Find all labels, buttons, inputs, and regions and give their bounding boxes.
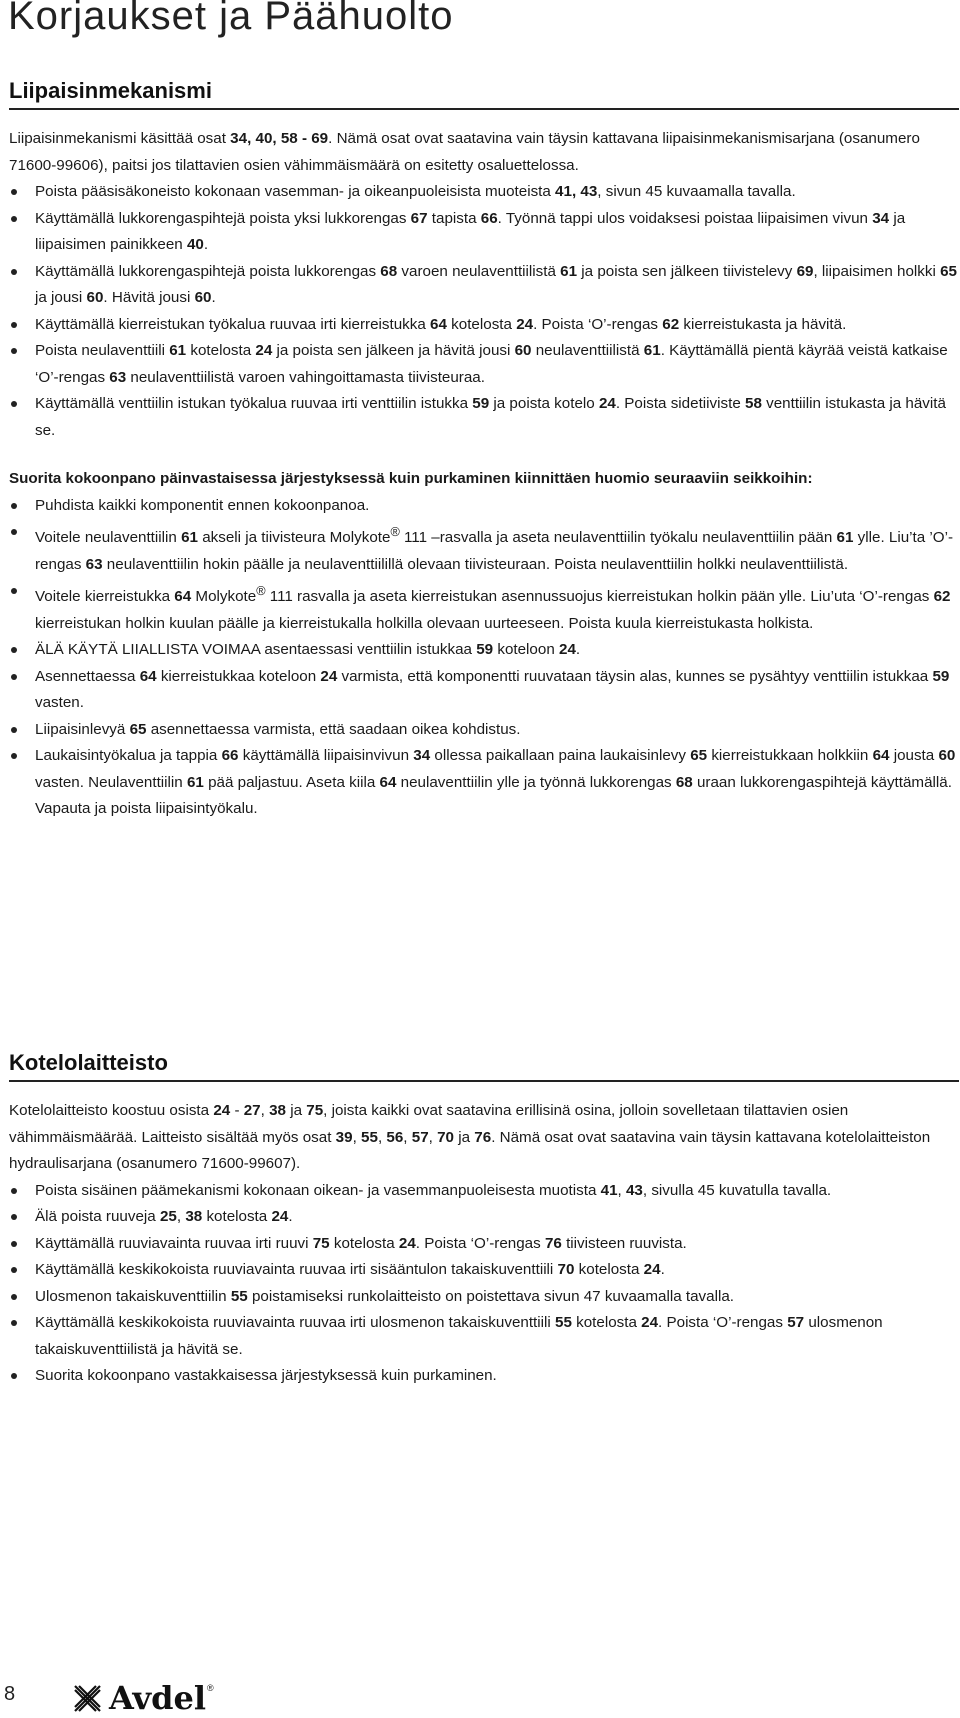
list-item: Laukaisintyökalua ja tappia 66 käyttämällä liipaisinvivun 34 ollessa paikallaan paina laukaisinlevy 65 kierreistukkaan holkkiin 64 jousta 60 vasten. Neulaventtiilin 61 pää paljastuu. Aseta kiila 64 neulaventtiilin ylle ja työnnä lukkorengas 68 uraan lukkorengaspihtejä käyttämällä. Vapauta ja poista liipaisintyökalu.	[9, 743, 959, 823]
section-kotelolaitteisto	[9, 1050, 959, 1390]
list-item: Älä poista ruuveja 25, 38 kotelosta 24.	[9, 1204, 959, 1231]
list-item: Liipaisinlevyä 65 asennettaessa varmista, että saadaan oikea kohdistus.	[9, 717, 959, 744]
disassembly-steps	[9, 179, 959, 444]
list-item: Käyttämällä lukkorengaspihtejä poista lukkorengas 68 varoen neulaventtiilistä 61 ja poista sen jälkeen tiivistelevy 69, liipaisimen holkki 65 ja jousi 60. Hävitä jousi 60.	[9, 259, 959, 312]
list-item: Käyttämällä keskikokoista ruuviavainta ruuvaa irti sisääntulon takaiskuventtiili 70 kotelosta 24.	[9, 1257, 959, 1284]
avdel-x-mark-icon	[73, 1683, 103, 1713]
list-item: Voitele neulaventtiilin 61 akseli ja tiivisteura Molykote® 111 –rasvalla ja aseta neulaventtiilin työkalu neulaventtiilin pään 61 ylle. Liu’ta ’O’-rengas 63 neulaventtiilin hokin päälle ja neulaventtiilillä olevaan tiivisteuraan. Poista neulaventtiilin holkki neulaventtiilistä.	[9, 519, 959, 578]
list-item: Poista sisäinen päämekanismi kokonaan oikean- ja vasemmanpuoleisesta muotista 41, 43, sivulla 45 kuvatulla tavalla.	[9, 1178, 959, 1205]
list-item: Käyttämällä keskikokoista ruuviavainta ruuvaa irti ulosmenon takaiskuventtiili 55 kotelosta 24. Poista ‘O’-rengas 57 ulosmenon takaiskuventtiilistä ja hävitä se.	[9, 1310, 959, 1363]
list-item: Voitele kierreistukka 64 Molykote® 111 rasvalla ja aseta kierreistukan asennussuojus kierreistukan holkin pään ylle. Liu’uta ‘O’-rengas 62 kierreistukan holkin kuulan päälle ja kierreistukalla holkilla olevaan uurteeseen. Poista kuula kierreistukasta holkista.	[9, 578, 959, 637]
page-title: Korjaukset ja Päähuolto	[8, 0, 454, 38]
list-item: Ulosmenon takaiskuventtiilin 55 poistamiseksi runkolaitteisto on poistettava sivun 47 kuvaamalla tavalla.	[9, 1284, 959, 1311]
section-intro: Liipaisinmekanismi käsittää osat 34, 40, 58 - 69. Nämä osat ovat saatavina vain täysin kattavana liipaisinmekanismisarjana (osanumero 71600-99606), paitsi jos tilattavien osien vähimmäismäärä on esitetty osaluettelossa.	[9, 130, 920, 174]
disassembly-steps	[9, 1178, 959, 1390]
list-item: ÄLÄ KÄYTÄ LIIALLISTA VOIMAA asentaessasi venttiilin istukkaa 59 koteloon 24.	[9, 637, 959, 664]
section-heading: Liipaisinmekanismi	[9, 78, 959, 110]
list-item: Asennettaessa 64 kierreistukkaa koteloon 24 varmista, että komponentti ruuvataan täysin alas, kunnes se pysähtyy venttiilin istukkaa 59 vasten.	[9, 664, 959, 717]
section-liipaisinmekanismi	[9, 78, 959, 823]
list-item: Käyttämällä ruuviavainta ruuvaa irti ruuvi 75 kotelosta 24. Poista ‘O’-rengas 76 tiivisteen ruuvista.	[9, 1231, 959, 1258]
list-item: Suorita kokoonpano vastakkaisessa järjestyksessä kuin purkaminen.	[9, 1363, 959, 1390]
reassembly-heading: Suorita kokoonpano päinvastaisessa järjestyksessä kuin purkaminen kiinnittäen huomio seuraaviin seikkoihin:	[9, 470, 813, 487]
list-item: Käyttämällä kierreistukan työkalua ruuvaa irti kierreistukka 64 kotelosta 24. Poista ‘O’-rengas 62 kierreistukasta ja hävitä.	[9, 312, 959, 339]
section-heading: Kotelolaitteisto	[9, 1050, 959, 1082]
logo-registered-mark: ®	[207, 1683, 214, 1693]
page-number: 8	[4, 1683, 16, 1705]
list-item: Käyttämällä venttiilin istukan työkalua ruuvaa irti venttiilin istukka 59 ja poista kotelo 24. Poista sidetiiviste 58 venttiilin istukasta ja hävitä se.	[9, 391, 959, 444]
logo-wordmark: Avdel	[109, 1679, 207, 1717]
list-item: Puhdista kaikki komponentit ennen kokoonpanoa.	[9, 493, 959, 520]
list-item: Käyttämällä lukkorengaspihtejä poista yksi lukkorengas 67 tapista 66. Työnnä tappi ulos voidaksesi poistaa liipaisimen vivun 34 ja liipaisimen painikkeen 40.	[9, 206, 959, 259]
avdel-logo	[73, 1679, 214, 1717]
reassembly-steps	[9, 493, 959, 823]
list-item: Poista neulaventtiili 61 kotelosta 24 ja poista sen jälkeen ja hävitä jousi 60 neulaventtiilistä 61. Käyttämällä pientä käyrää veistä katkaise ‘O’-rengas 63 neulaventtiilistä varoen vahingoittamasta tiivisteuraa.	[9, 338, 959, 391]
section-intro: Kotelolaitteisto koostuu osista 24 - 27, 38 ja 75, joista kaikki ovat saatavina erillisinä osina, jolloin sovelletaan tilattavien osien vähimmäismäärää. Laitteisto sisältää myös osat 39, 55, 56, 57, 70 ja 76. Nämä osat ovat saatavina vain täysin kattavana kotelolaitteiston hydraulisarjana (osanumero 71600-99607).	[9, 1102, 931, 1172]
list-item: Poista pääsisäkoneisto kokonaan vasemman- ja oikeanpuoleisista muoteista 41, 43, sivun 45 kuvaamalla tavalla.	[9, 179, 959, 206]
